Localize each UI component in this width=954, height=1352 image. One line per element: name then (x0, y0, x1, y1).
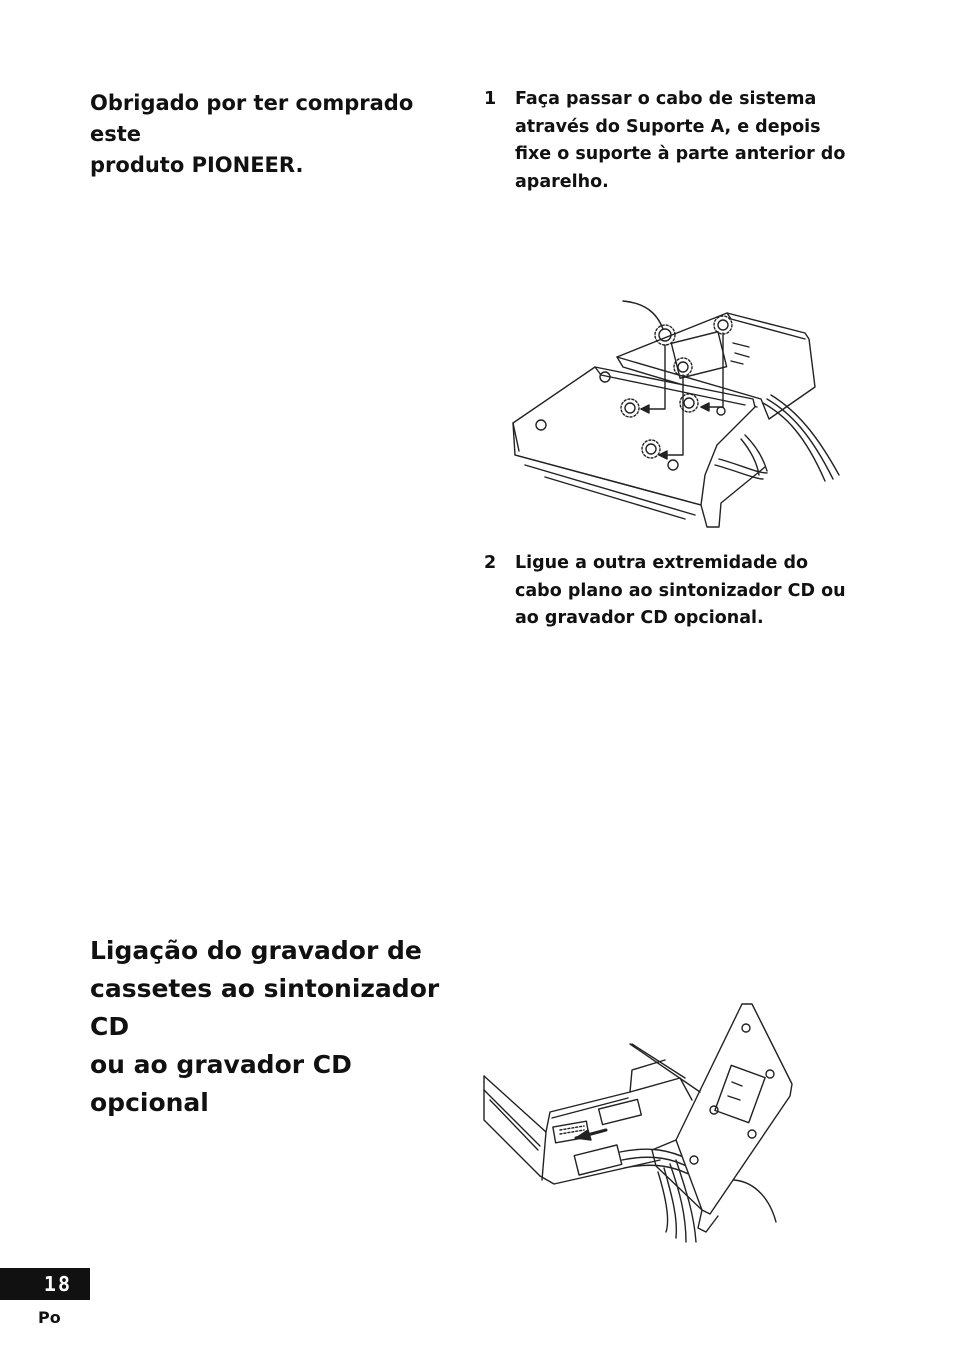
step-2-text (515, 550, 864, 633)
step-2 (484, 550, 864, 633)
step-2-line: Ligue a outra extremidade do (515, 553, 809, 573)
step-2-line: cabo plano ao sintonizador CD ou (515, 580, 846, 601)
step-2-number: 2 (484, 553, 497, 573)
step-1-line: aparelho. (515, 171, 609, 192)
step-1-text (515, 86, 864, 196)
step-1 (484, 86, 864, 196)
section-title-line: cassetes ao sintonizador CD (90, 974, 440, 1041)
step-1-number: 1 (484, 89, 497, 109)
intro-line-2: produto PIONEER. (90, 153, 304, 177)
language-code: Po (38, 1308, 61, 1327)
section-title-line: Ligação do gravador de (90, 936, 422, 965)
step-1-line: através do Suporte A, e depois (515, 116, 821, 137)
intro-line-1: Obrigado por ter comprado este (90, 91, 414, 146)
flat-cable-connection-illustration (480, 1000, 800, 1245)
step-1-line: Faça passar o cabo de sistema (515, 89, 817, 109)
step-1-line: fixe o suporte à parte anterior do (515, 144, 846, 164)
page-number-badge (0, 1268, 90, 1300)
page-number: 18 (43, 1272, 72, 1296)
step-2-line: ao gravador CD opcional. (515, 608, 764, 628)
intro-heading (90, 88, 470, 181)
bracket-attachment-illustration (505, 295, 845, 535)
section-title (90, 932, 460, 1122)
section-title-line: ou ao gravador CD opcional (90, 1050, 352, 1117)
